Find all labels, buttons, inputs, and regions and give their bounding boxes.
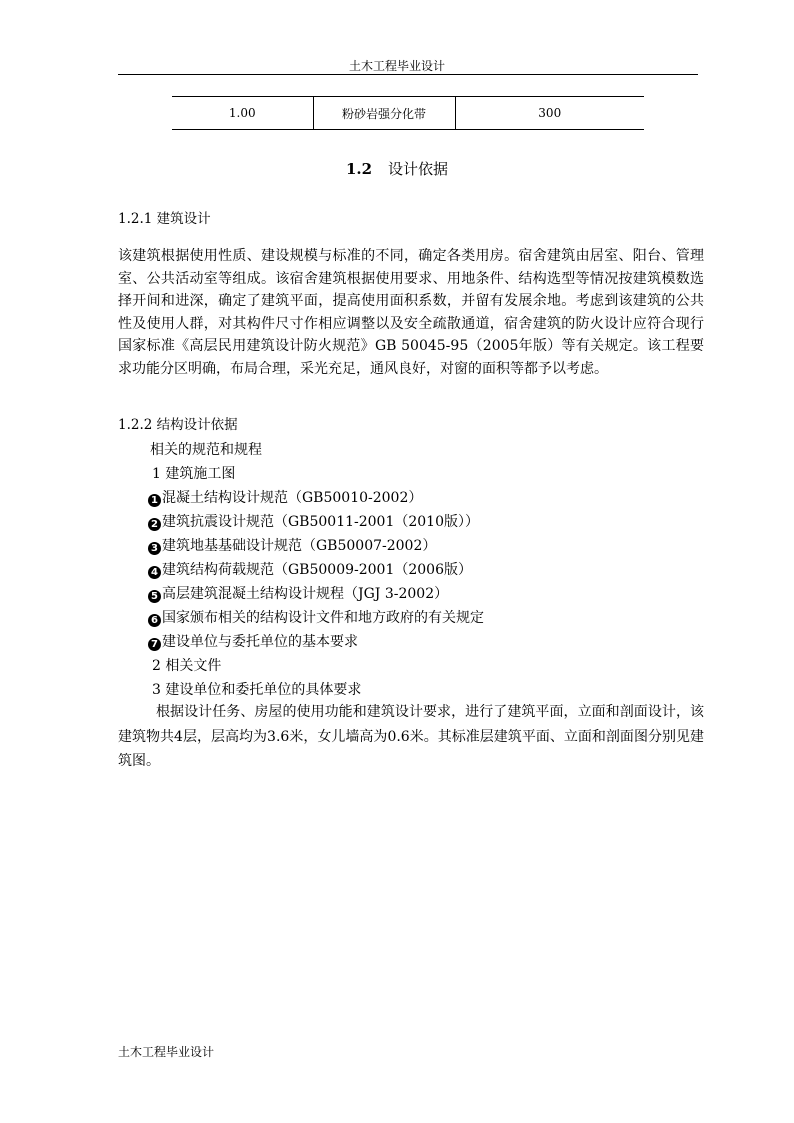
section-heading	[0, 158, 794, 179]
list-item	[118, 582, 704, 606]
circled-number-icon: 3	[148, 542, 161, 555]
list-item	[118, 486, 704, 510]
architecture-paragraph: 该建筑根据使用性质、建设规模与标准的不同，确定各类用房。宿舍建筑由居室、阳台、管理室、公共活动室等组成。该宿舍建筑根据使用要求、用地条件、结构选型等情况按建筑模数选择开间和进深，确定了建筑平面，提高使用面积系数，并留有发展余地。考虑到该建筑的公共性及使用人群，对其构件尺寸作相应调整以及安全疏散通道，宿舍建筑的防火设计应符合现行国家标准《高层民用建筑设计防火规范》GB 50045-95（2005年版）等有关规定。该工程要求功能分区明确，布局合理，采光充足，通风良好，对窗的面积等都予以考虑。	[118, 248, 704, 377]
subsection-heading-structure: 1.2.2 结构设计依据	[118, 417, 238, 433]
list-item-text: 高层建筑混凝土结构设计规程（JGJ 3-2002）	[162, 586, 449, 602]
table-row	[172, 97, 644, 130]
circled-number-icon: 5	[148, 590, 161, 603]
subsection-heading-architecture: 1.2.1 建筑设计	[118, 211, 211, 227]
soil-layer-table	[172, 96, 644, 130]
list-group-3: 3 建设单位和委托单位的具体要求	[152, 682, 362, 698]
closing-paragraph: 根据设计任务、房屋的使用功能和建筑设计要求，进行了建筑平面，立面和剖面设计，该建筑物共4层，层高均为3.6米，女儿墙高为0.6米。其标准层建筑平面、立面和剖面图分别见建筑图。	[118, 704, 704, 769]
circled-number-icon: 4	[148, 566, 161, 579]
list-item	[118, 606, 704, 630]
list-item	[118, 510, 704, 534]
page-footer-title: 土木工程毕业设计	[118, 1045, 215, 1059]
list-item-text: 混凝土结构设计规范（GB50010-2002）	[162, 490, 423, 506]
list-intro: 相关的规范和规程	[150, 442, 262, 458]
table-cell-depth: 1.00	[228, 106, 256, 120]
code-reference-list	[118, 438, 704, 702]
list-item-text: 建筑抗震设计规范（GB50011-2001（2010版））	[162, 514, 479, 530]
circled-number-icon: 7	[148, 638, 161, 651]
section-title: 设计依据	[388, 160, 449, 178]
section-number: 1.2	[345, 160, 373, 178]
list-item-text: 国家颁布相关的结构设计文件和地方政府的有关规定	[162, 610, 484, 626]
list-item-text: 建筑地基基础设计规范（GB50007-2002）	[162, 538, 437, 554]
list-item	[118, 558, 704, 582]
list-group-2: 2 相关文件	[152, 658, 222, 674]
circled-number-icon: 1	[148, 494, 161, 507]
list-item-text: 建筑结构荷载规范（GB50009-2001（2006版）	[162, 562, 472, 578]
table-cell-soil-type: 粉砂岩强分化带	[313, 97, 455, 130]
circled-number-icon: 6	[148, 614, 161, 627]
list-item	[118, 534, 704, 558]
list-item-text: 建设单位与委托单位的基本要求	[162, 634, 358, 650]
list-item	[118, 630, 704, 654]
circled-number-icon: 2	[148, 518, 161, 531]
list-group-1: 1 建筑施工图	[152, 466, 236, 482]
table-cell-value: 300	[455, 97, 644, 130]
page-header-title: 土木工程毕业设计	[348, 59, 445, 73]
header-divider	[118, 74, 698, 75]
